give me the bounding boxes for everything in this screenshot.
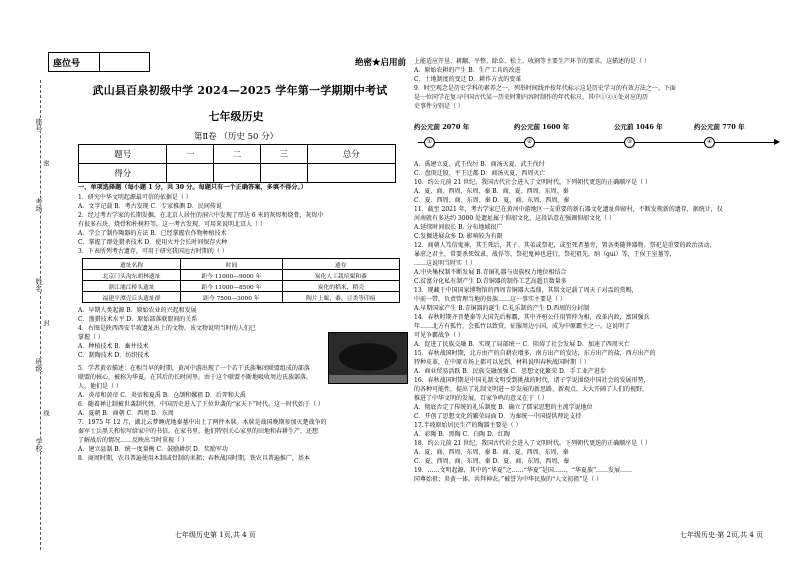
question-line: A．早期人类起源 B．原始农业的兴起和发展 <box>78 307 197 314</box>
question-line: A．原始农耕的产生 B．生产工具的改进 <box>414 67 521 74</box>
question-line: 14．春秋时期齐晋楚秦等大国先后称霸，其中齐桓公任用管仲为相，改革内政，富国强兵 <box>414 314 650 321</box>
school-label: 学校 <box>32 438 46 452</box>
table-row <box>83 270 400 281</box>
left-page <box>66 52 406 557</box>
relic-cell: 浙江浦江桥头遗址 <box>83 281 181 292</box>
question-line: 中前一带，负责管理当地的贵族……这一事实主要是（ ） <box>414 296 566 303</box>
question-line: 史事件分别是（ ） <box>414 103 464 110</box>
question-line: 11．截至 2021 年，考古学家已在黄河中游地区一支重要的新石器文化遗址仰韶村，不断发现新的遗存，据统计，仅 <box>414 206 723 213</box>
score-row-label: 得分 <box>79 164 167 183</box>
table-row <box>83 292 400 303</box>
timeline-point: ③ <box>624 137 635 148</box>
relic-cell: 炭化的稻米、稻壳 <box>282 281 399 292</box>
timeline-arrow-icon: ▶ <box>774 137 781 146</box>
timeline-point: ② <box>524 137 535 148</box>
relic-cell: 距今 7500—3000 年 <box>181 292 283 303</box>
page-footer-right: 七年级历史·第 2页,共 4 页 <box>680 531 764 539</box>
relic-cell: 炭化人工栽培粟和黍 <box>282 270 399 281</box>
seal-line <box>40 80 41 550</box>
question-line: 联盟的核心，被称为华夏。在其后的长时间里，由于这个联盟不断地吸收周边氏族部落， <box>78 374 313 381</box>
class-label: 班级 <box>32 358 46 372</box>
question-line: 上能适应开垦、耕翻、平整、除草、松土、收割等主要生产环节的要求。这描述的是（ ） <box>414 58 650 65</box>
volume-title: 第Ⅱ卷 （历史 50 分） <box>193 132 279 142</box>
relic-cell: 距今 11000—8500 年 <box>181 281 283 292</box>
question-line: 可见争霸战争（ ） <box>414 332 464 339</box>
question-line: 推进了中华文明的发展，百家争鸣的意义在于（ ） <box>414 395 548 402</box>
score-header-cell: 总分 <box>307 145 395 164</box>
score-cell[interactable] <box>214 164 261 183</box>
relic-header-cell: 遗存 <box>282 259 399 270</box>
question-line: C．土地制度的变迁 D．耕作方式的变革 <box>414 76 522 83</box>
timeline-point: ④ <box>704 137 715 148</box>
question-line: ……这说明当时实（ ） <box>414 260 476 267</box>
question-line: 8．商周时期，农具普遍使用木制或骨制的耒耜；春秋战国时期，铁农具普遍推广，基本 <box>78 455 310 462</box>
question-line: 12．商朝人笃信鬼神，其王死后，其子、其弟或祭祀，或至死者墓旁，置各类随葬器物。祭祀是重要的政治活动， <box>414 242 716 249</box>
question-line: 有很多石块、烧骨和朴树籽等，这一考古发现，可用来说明北京人（ ） <box>78 221 266 228</box>
relic-header-cell: 时间 <box>181 259 283 270</box>
question-line: C.贫富分化私有制产生 D.青铜器的制作工艺高超且数量多 <box>414 278 567 285</box>
question-line: 掌握（ ） <box>78 334 104 341</box>
subject-title: 七年级历史 <box>208 110 264 123</box>
question-line: A．促进了民族交融 B．实现了局部统一 C．阻碍了社会发展 D．加速了西周灭亡 <box>414 341 630 348</box>
seat-number-label: 座号 <box>32 118 46 132</box>
question-line: 2．经过考古学家的长期发掘，在北京人居住的洞穴中发现了厚达 6 米的灰烬和烧骨，灰烬中 <box>78 212 324 219</box>
question-line: A．种植技术 B．畜井技术 <box>78 343 149 350</box>
relic-table-header <box>83 259 400 270</box>
question-line: C．渔猎技术水平 D．原始部落联盟间的关系 <box>78 316 198 323</box>
question-line: C．掌握了群处猎杀技术 D．使用火并会长时间保存火种 <box>78 239 228 246</box>
question-line: 17.半坡原始居民生产的陶器主要是（ ） <box>414 422 522 429</box>
question-line: 16．春秋战国时期是中国礼制文明受到挑战的时代，诸子学说围绕中国社会的发展形势， <box>414 377 650 384</box>
name-label: 姓名 <box>32 278 46 292</box>
score-header-cell: 题号 <box>79 145 167 164</box>
question-line: A．禹建立夏、武王伐纣 B．商汤灭夏、武王伐纣 <box>414 161 545 168</box>
question-line: 秦军士兵黑夫和惊写给家中的书信。在家书里，他们特别关心家里的田地和春耕生产，还想 <box>78 428 319 435</box>
timeline-point: ① <box>424 137 435 148</box>
question-line: 13．现藏于中国国家博物馆的西周青铜器大盂鼎，其铭文记载了周天子对盂的赏赐， <box>414 287 638 294</box>
question-line: 3．下表所列考古遗存，可用于研究我国远古时期的（ ） <box>78 248 228 255</box>
right-page <box>410 52 788 557</box>
question-line: 7．1975 年 12 月，湖北云梦睡虎地秦墓中出土了两件木牍。木牍是战国晚期参加灭楚战争的 <box>78 419 327 426</box>
question-line: A.早期国家产生 B.青铜器的诞生 C.礼乐制的产生 D.西周的分封制 <box>414 305 590 312</box>
relic-cell: 北京门头沟东胡林遗址 <box>83 270 181 281</box>
relic-table <box>82 258 400 303</box>
question-line: 同尊始祖；炎黄一体，共拜神农。”被誉为中华民族的“人文初祖”是（ ） <box>414 476 603 483</box>
seal-char-mi: 密 <box>42 160 49 166</box>
question-line: A．文字记载 B．考古发现 C．专家推测 D．民间传说 <box>78 203 222 210</box>
score-cell[interactable] <box>167 164 214 183</box>
exam-room-label: 考场 <box>32 198 46 212</box>
confidential-mark: 绝密★启用前 <box>354 58 406 68</box>
seal-char-feng: 封 <box>42 320 49 326</box>
question-line: 19．……文明起源，其中的“华夏”之……“华夏”是国……，“华夏族”……发展…… <box>414 467 633 474</box>
question-line: A．炎帝和黄帝 C．炎帝和夏禹 B．仓颉和嫘祖 D．后羿和大禹 <box>78 392 246 399</box>
question-line: A．学会了制作陶器的方法 B．已经掌握农作物种植技术 <box>78 230 227 237</box>
question-line: 4．右图是陕西西安半坡遗址出土的文物。该文物说明当时的人们已 <box>78 325 256 332</box>
question-line: 的各种可能性，提出了礼制文明进一步发展的新思路、新观点，大大开阔了人们的视野， <box>414 386 649 393</box>
page-footer-left: 七年级历史第 1页,共 4 页 <box>175 531 256 539</box>
question-line: 9．时空观念是历史学科的素养之一，列举时间线并按年代标示这是历史学习的有效方法之一。下面 <box>414 85 676 92</box>
question-line: 1．研究中华文明起源最可信的依据是（ ） <box>78 194 192 201</box>
question-line: 是一位同学在复习中国古代某一历史时期内容时制作的年代标尺，其中①②④处对应的历 <box>414 94 649 101</box>
question-line: 18．约公元前 21 世纪，我国古代社会进入了文明时代。下列朝代更迭的正确顺序是（ ） <box>414 440 651 447</box>
question-line: 了解战后的情况……反映出当时重视（ ） <box>78 437 188 444</box>
relic-cell: 陶片上粟、黍、豆类等印痕 <box>282 292 399 303</box>
seat-number-box-label: 座位号 <box>53 58 81 69</box>
question-line: 10．约公元前 21 世纪，我国古代社会进入了文明时代。下列朝代更迭的正确顺序是（ ） <box>414 179 651 186</box>
question-line: C．开创了思想文化的繁荣局面 D．为秦统一中国提供理论支持 <box>414 413 582 420</box>
question-line: 5．学者黄帝描述：在相当早的时期，黄河中游出现了一个若干氏族集团联盟组成的部落 <box>78 365 310 372</box>
question-line: 年……北方有孤竹，会孤竹以致赏，征服周边小国，成为中原霸主之一。这说明了 <box>414 323 631 330</box>
question-line: A.中央集权制不断发展 B.青铜礼器与贵族权力地位相结合 <box>414 269 567 276</box>
relic-cell: 距今 11000—9000 年 <box>181 270 283 281</box>
question-line: C．制陶技术 D．纺织技术 <box>78 352 150 359</box>
table-row <box>83 281 400 292</box>
timeline-label: 约公元前 770 年 <box>694 123 745 131</box>
question-line: 15．春秋战国时期，北方由产的自耕农增多，南方出产的发达，东方出产的盐，西方出产的 <box>414 350 656 357</box>
score-cell[interactable] <box>260 164 307 183</box>
timeline-axis <box>418 142 776 143</box>
question-line: 河南就有多达约 3000 处遗址属于仰韶文化，这段话意在强调仰韶文化（ ） <box>414 215 615 222</box>
score-table-score-row <box>79 164 396 183</box>
question-line: A．彩陶 B．黑陶 C．白陶 D．红陶 <box>414 431 510 438</box>
timeline <box>414 122 784 154</box>
question-line: A．商业贸易活跃 B．民族交融加强 C．思想文化繁荣 D．手工业产进步 <box>414 368 606 375</box>
section-one-heading: 一、单项选择题（每小题 1 分，共 30 分。每题只有一个正确答案，多填不得分。） <box>78 184 307 191</box>
score-header-cell: 三 <box>260 145 307 164</box>
timeline-label: 约公元前 1600 年 <box>514 123 570 131</box>
question-line: A．彻底否定了传统的礼乐制度 B．确立了儒家思想的主流学说地位 <box>414 404 593 411</box>
question-line: A．夏、商、西周、东周、秦 B．商、夏、西周、东周、秦 <box>414 188 569 195</box>
question-line: A．建立县制 B．统一度量衡 C．鼓励耕织 D．奖励军功 <box>78 446 228 453</box>
seal-char-xian: 线 <box>42 410 49 416</box>
score-table-header-row <box>79 145 396 164</box>
score-cell[interactable] <box>307 164 395 183</box>
relic-cell: 福建平潭壳丘头遗址群 <box>83 292 181 303</box>
binding-margin <box>0 0 50 561</box>
score-header-cell: 一 <box>167 145 214 164</box>
question-line: 特种皮革，在中原市场上都可以见到。材料说明春秋战国时期（ ） <box>414 359 590 366</box>
exam-title: 武山县百泉初级中学 2024—2025 学年第一学期期中考试 <box>92 84 388 97</box>
question-line: 6．随着禅让制被世袭制代替，中国历史进入了王位世袭的“家天下”时代。这一时代始于（ ） <box>78 401 324 408</box>
question-line: A．夏朝 B．商朝 C．西周 D．东周 <box>78 410 174 417</box>
score-table <box>78 144 396 183</box>
question-line: 人，他们是（ ） <box>78 383 122 390</box>
question-line: C．夏、西周、商、东周、秦 D．夏、商、东周、西周、秦 <box>414 197 570 204</box>
score-header-cell: 二 <box>214 145 261 164</box>
question-line: C.发掘进展众多 D. 影响较为有限 <box>414 233 503 240</box>
relic-header-cell: 遗址名称 <box>83 259 181 270</box>
question-line: A．夏、商、西周、东周、秦 B．商、夏、西周、东周、秦 <box>414 449 569 456</box>
question-line: C．盘庚迁殷、平王迁都 D．商汤灭夏、西周灭亡 <box>414 170 546 177</box>
question-line: A.延续时间很长 B. 分布地域很广 <box>414 224 503 231</box>
timeline-label: 约公元前 2070 年 <box>414 123 470 131</box>
question-line: C．夏、西周、商、东周、秦 D．夏、商、东周、西周、秦 <box>414 458 570 465</box>
question-line: 暴虐之君主，常要杀死奴隶、战俘等，祭祀鬼神也进行，祭祀祖先，纳（gui）等，王侯王室墓等， <box>414 251 676 258</box>
timeline-label: 公元前 1046 年 <box>614 123 663 131</box>
